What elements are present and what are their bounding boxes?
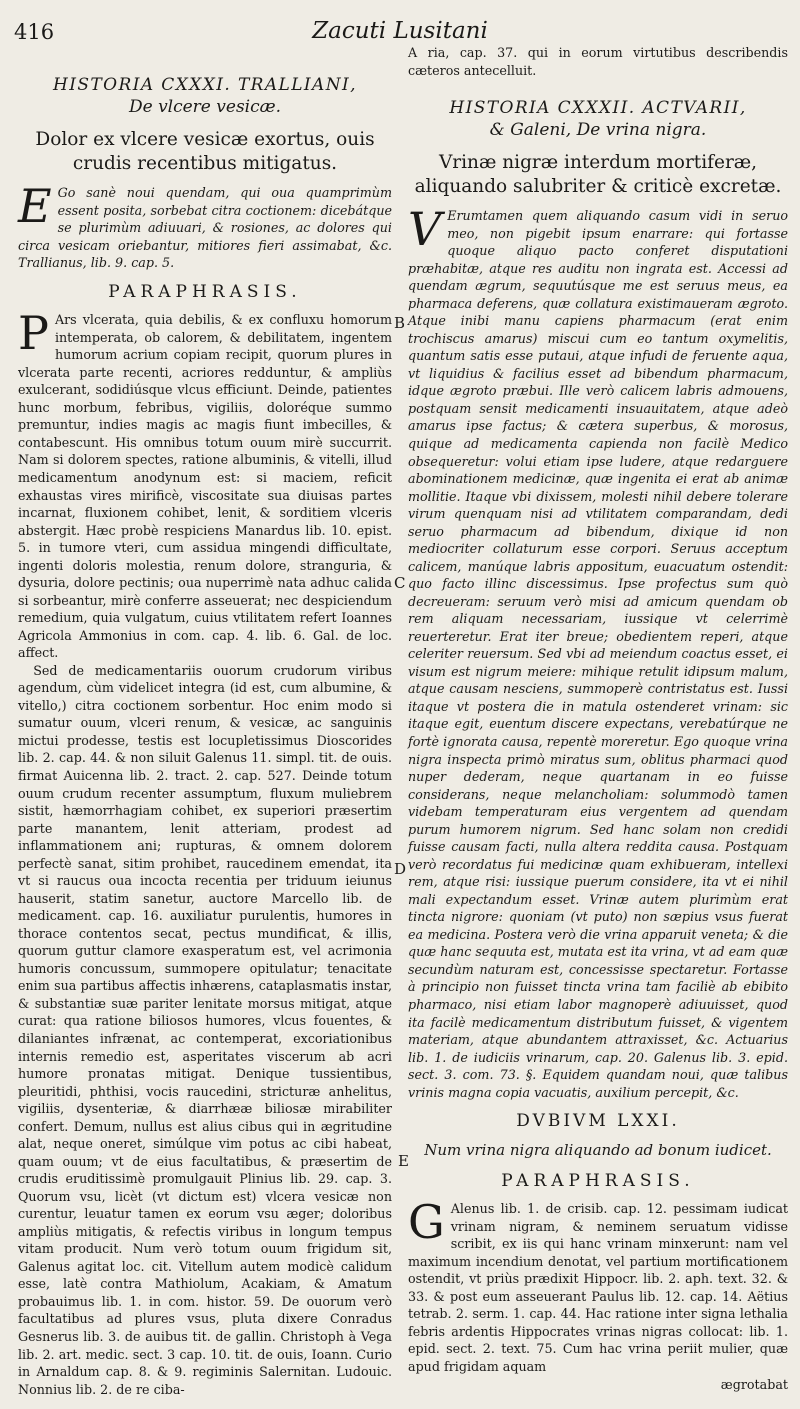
margin-letter-e: E <box>398 1152 409 1170</box>
margin-letter-c: C <box>394 574 406 592</box>
paraphrasis-heading-right: PARAPHRASIS. <box>501 1170 695 1191</box>
summary-right: Vrinæ nigræ interdum mortiferæ, aliquando salubriter & criticè excretæ. <box>414 152 782 198</box>
paraphrasis-heading-left: PARAPHRASIS. <box>108 281 302 302</box>
left-column <box>18 44 392 1398</box>
quote-text-left: Go sanè noui quendam, qui oua quamprimùm essent posita, sorbebat citra coctionem: dicebátque se plurimùm adiuuari, & rosiones, ac dolores qui circa vesicam oriebantur, mitiores fieri assimabat, &c. Trallianus, lib. 9. cap. 5. <box>18 185 392 271</box>
right-column <box>408 44 788 1393</box>
page-header <box>10 6 790 44</box>
dubium-heading: DVBIVM LXXI. <box>516 1111 680 1132</box>
running-title: Zacuti Lusitani <box>312 18 488 44</box>
quote-block-right <box>408 202 788 1101</box>
historia-subtitle-right: & Galeni, De vrina nigra. <box>489 120 707 141</box>
quote-text-right: Erumtamen quem aliquando casum vidi in seruo meo, non pigebit ipsum enarrare: qui fortasse quoque aliquo pacto conferet disputationi præhabitæ, atque res auditu non ingrata est. Accessi ad quendam ægrum, sequutúsque me est seruus meus, ea pharmaca deferens, quæ collatura existimaueram ægroto. Atque inibi manu capiens pharmacum (erat enim trochiscus amarus) miscui cum eo tantum oxymelitis, quantum satis esse putaui, atque infudi de feruente aqua, vt liquidius & facilius esset ad bibendum pharmacum, idque ægroto præbui. Ille verò calicem labris admouens, postquam sensit medicamenti insuauitatem, atque adeò amarus ipse factus; & cætera superbus, & morosus, quique ad medicamenta capienda non facilè Medico obsequeretur: volui etiam ipse ludere, atque redarguere abominationem medicinæ, quæ ingenita ei erat ab animæ mollitie. Itaque vbi dixissem, molesti nihil debere tolerare virum quenquam nisi ad vtilitatem comparandam, dedi seruo pharmacum ad bibendum, dixique id non mediocriter collaturum esse corpori. Seruus acceptum calicem, manúque labris appositum, euacuatum ostendit: quo facto illinc discessimus. Ipse profectus sum quò decreueram: seruum verò misi ad amicum quendam ob rem aliquam necessariam, iussique vt celerrimè reuerteretur. Erat iter breue; obedientem reperi, atque celeriter reuersum. Sed vbi ad meiendum coactus esset, ei visum est nigrum meiere: mihique retulit idipsum malum, atque causam nesciens, summoperè contristatus est. Iussi itaque vt postera die in matula ostenderet vrinam: sic itaque egit, euentum discere expectans, verebatúrque ne fortè ignorata causa, repentè moreretur. Ego quoque vrina nigra inspecta primò miratus sum, oblitus pharmaci quod nuper dederam, neque quartanam in eo fuisse considerans, neque melancholiam: solummodò tamen videbam temperaturam eius vergentem ad quendam purum humorem nigrum. Sed hanc solam non credidi fuisse causam facti, nulla altera reddita causa. Postquam verò recordatus fui medicinæ quam exhibueram, intellexi rem, atque risi: iussique puerum considere, ita vt ei nihil mali expectandum esset. Vrinæ autem plurimùm erat tincta nigrore: quoniam (vt puto) non sæpius vsus fuerat ea medicina. Postera verò die vrina apparuit veneta; & die quæ hanc sequuta est, mutata est ita vrina, vt ad eam quæ secundùm naturam est, concessisse spectaretur. Fortasse à principio non fuisset tincta vrina tam faciliè ab ebibito pharmaco, nisi etiam labor magnoperè adiuuisset, quod ita facilè medicamentum distributum fuisset, & vigentem materiam, atque abundantem attraxisset, &c. Actuarius lib. 1. de iudiciis vrinarum, cap. 20. Galenus lib. 3. epid. sect. 3. com. 73. §. Equidem quandam noui, quæ talibus vrinis magna copia vacuatis, auxilium percepit, &c. <box>408 208 788 1100</box>
margin-letter-d: D <box>394 860 407 878</box>
historia-subtitle-left: De vlcere vesicæ. <box>128 97 282 117</box>
quote-block-left <box>18 179 392 272</box>
dubium-question: Num vrina nigra aliquando ad bonum iudicet. <box>424 1140 772 1159</box>
margin-letter-b: B <box>394 314 406 332</box>
paragraph-right-text: Alenus lib. 1. de crisib. cap. 12. pessimam iudicat vrinam nigram, & neminem seruatum vidisse scribit, ex iis qui hanc vrinam minxerunt: nam vel maximum incendium denotat, vel partium mortificationem ostendit, vt priùs prædixit Hippocr. lib. 2. aph. text. 32. & 33. & post eum asseuerant Paulus lib. 12. cap. 14. Aëtius tetrab. 2. serm. 1. cap. 44. Hac ratione inter signa lethalia febris ardentis Hippocrates vrinas nigras collocat: lib. 1. epid. sect. 2. text. 75. Cum hac vrina periit mulier, quæ apud frigidam aquam <box>408 1201 788 1374</box>
catchword: ægrotabat <box>720 1376 788 1392</box>
drop-cap-p: P <box>18 306 49 361</box>
drop-cap-g: G <box>408 1195 445 1250</box>
paragraph-left-1 <box>18 306 392 662</box>
drop-cap-v: V <box>408 202 442 257</box>
paragraph-left-2: Sed de medicamentariis ouorum crudorum viribus agendum, cùm videlicet integra (id est, cum albumine, & vitello,) citra coctionem sorbentur. Hoc enim modo si sumatur ouum, vlceri renum, & vesicæ, ac sanguinis mictui prodesse, testis est locupletissimus Dioscorides lib. 2. cap. 44. & non siluit Galenus 11. simpl. tit. de ouis. firmat Auicenna lib. 2. tract. 2. cap. 527. Deinde totum ouum crudum recenter assumptum, fluxum muliebrem sistit, hæmorrhagiam cohibet, ex superiori præsertim parte manantem, lenit atteriam, prodest ad inflammationem ani; rupturas, & omnem dolorem perfectè sanat, sitim prohibet, raucedinem emendat, ita vt si raucus oua incocta recentia per triduum ieiunus hauserit, statim sanetur, auctore Marcello lib. de medicament. cap. 16. auxiliatur purulentis, humores in thorace contentos secat, pectus mundificat, & illis, quorum guttur clamore exasperatum est, vel acrimonia humoris concussum, summopere opitulatur; tenacitate enim sua partibus affectis inhærens, cataplasmatis instar, & substantiæ suæ pariter lenitate morsus mitigat, atque curat: qua ratione biliosos humores, vlcus fouentes, & dilaniantes infrænat, ac contemperat, excoriationibus internis remedio est, asperitates viscerum ab acri humore pronatas mitigat. Denique tussientibus, pleuritidi, phthisi, vocis raucedini, stricturæ anhelitus, vigiliis, dysenteriæ, & diarrhææ biliosæ mirabiliter confert. Demum, nullus est alius cibus qui in ægritudine alat, neque oneret, simúlque vim potus ac cibi habeat, quam ouum; vt de eius facultatibus, & præsertim de crudis eruditissimè promulgauit Plinius lib. 29. cap. 3. Quorum vsu, licèt (vt dictum est) vlcera vesicæ non curentur, leuatur tamen ex eorum vsu æger; doloribus ampliùs mitigatis, & refectis viribus in longum tempus vitam producit. Num verò totum ouum frigidum sit, Galenus agitat loc. cit. Vitellum autem modicè calidum esse, latè contra Mathiolum, Acakiam, & Amatum probauimus lib. 1. in com. histor. 59. De ouorum verò facultatibus ad plures vsus, pluta dixere Conradus Gesnerus lib. 3. de auibus tit. de gallin. Christoph à Vega lib. 2. art. medic. sect. 3 cap. 10. tit. de ouis, Ioann. Curio in Arnaldum cap. 8. & 9. regiminis Salernitan. Ludouic. Nonnius lib. 2. de re ciba- <box>18 662 392 1397</box>
paragraph-right <box>408 1195 788 1375</box>
continuation-text: A ria, cap. 37. qui in eorum virtutibus describendis cæteros antecelluit. <box>408 45 788 78</box>
historia-title-right: HISTORIA CXXXII. ACTVARII, <box>449 98 747 119</box>
paragraph-left-1-text: Ars vlcerata, quia debilis, & ex confluxu homorum intemperata, ob calorem, & debilitatem, ingentem humorum acrium copiam recipit, quorum plures in vlcerata parte recenti, acriores redduntur, & ampliùs exulcerant, sodidiúsque vlcus efficiunt. Deinde, patientes hunc morbum, febribus, vigiliis, doloréque summo premuntur, indies magis ac magis fiunt imbecilles, & contabescunt. His omnibus totum ouum mirè succurrit. Nam si dolorem spectes, ratione albuminis, & vitelli, illud medicamentum anodynum est: si maciem, reficit exhaustas vires mirificè, viscositate sua diuisas partes incarnat, fluxionem cohibet, lenit, & sorditiem vlceris abstergit. Hæc probè respiciens Manardus lib. 10. epist. 5. in tumore vteri, cum assidua mingendi difficultate, ingenti doloris molestia, renum dolore, stranguria, & dysuria, dolore pectinis; oua nuperrimè nata adhuc calida si sorbeantur, mirè conferre asseuerat; nec despiciendum remedium, quia vulgatum, cuius vtilitatem refert Ioannes Agricola Ammonius in com. cap. 4. lib. 6. Gal. de loc. affect. <box>18 312 392 661</box>
summary-left: Dolor ex vlcere vesicæ exortus, ouis crudis recentibus mitigatus. <box>35 129 375 174</box>
page-number: 416 <box>14 20 55 44</box>
drop-cap-e: E <box>18 179 52 233</box>
historia-title-left: HISTORIA CXXXI. TRALLIANI, <box>53 75 357 95</box>
